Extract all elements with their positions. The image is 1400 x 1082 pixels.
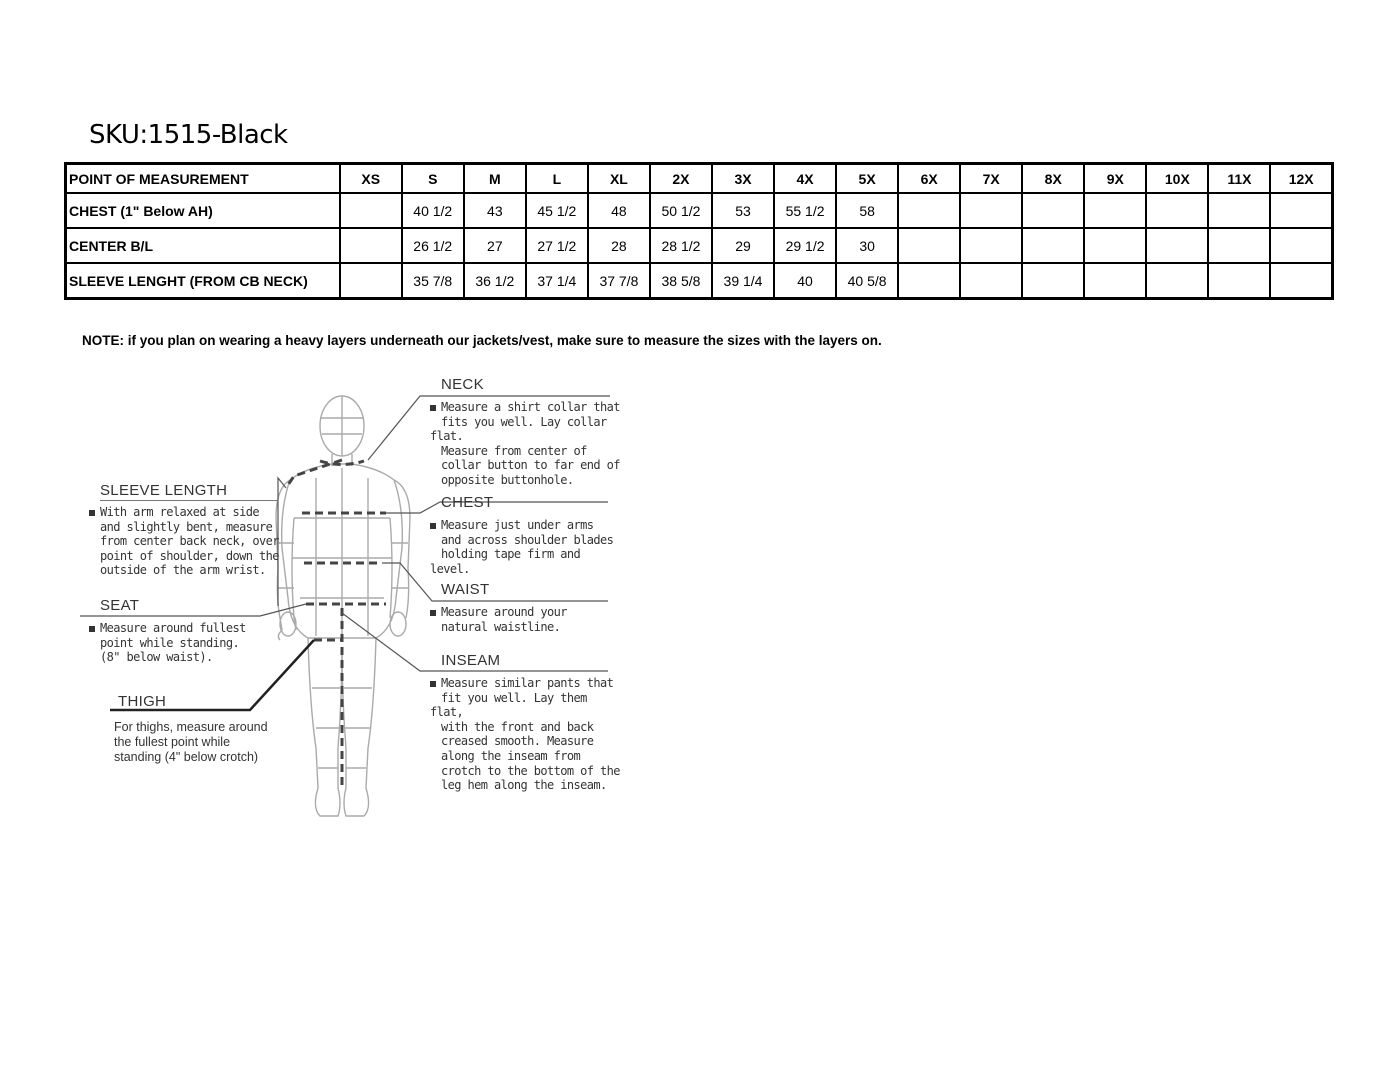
bullet-icon bbox=[430, 681, 436, 687]
table-cell: 40 5/8 bbox=[836, 263, 898, 299]
header-size-xs: XS bbox=[340, 164, 402, 194]
table-cell bbox=[1146, 193, 1208, 228]
row-label: SLEEVE LENGHT (FROM CB NECK) bbox=[66, 263, 340, 299]
waist-title: WAIST bbox=[441, 581, 490, 598]
table-cell bbox=[1084, 263, 1146, 299]
table-cell: 55 1/2 bbox=[774, 193, 836, 228]
description-line bbox=[430, 620, 567, 635]
table-cell: 38 5/8 bbox=[650, 263, 712, 299]
table-cell bbox=[1084, 193, 1146, 228]
description-text: the fullest point while bbox=[114, 735, 231, 749]
table-cell: 40 1/2 bbox=[402, 193, 464, 228]
table-cell: 30 bbox=[836, 228, 898, 263]
waist-description bbox=[430, 605, 567, 634]
header-size-7x: 7X bbox=[960, 164, 1022, 194]
header-size-8x: 8X bbox=[1022, 164, 1084, 194]
header-size-l: L bbox=[526, 164, 588, 194]
description-text: point while standing. bbox=[100, 635, 240, 650]
description-line bbox=[89, 650, 246, 665]
row-label: CHEST (1" Below AH) bbox=[66, 193, 340, 228]
table-cell bbox=[1270, 228, 1332, 263]
table-cell: 27 bbox=[464, 228, 526, 263]
header-size-11x: 11X bbox=[1208, 164, 1270, 194]
description-line bbox=[89, 636, 246, 651]
description-text: point of shoulder, down the bbox=[100, 548, 279, 563]
thigh-title: THIGH bbox=[118, 693, 167, 710]
table-cell bbox=[340, 263, 402, 299]
table-cell: 39 1/4 bbox=[712, 263, 774, 299]
header-size-10x: 10X bbox=[1146, 164, 1208, 194]
description-line bbox=[430, 720, 620, 735]
chest-description bbox=[430, 518, 620, 576]
table-cell bbox=[1084, 228, 1146, 263]
description-text: creased smooth. Measure bbox=[441, 734, 594, 749]
table-cell: 37 7/8 bbox=[588, 263, 650, 299]
table-cell bbox=[1270, 263, 1332, 299]
table-cell: 26 1/2 bbox=[402, 228, 464, 263]
description-text: opposite buttonhole. bbox=[441, 472, 574, 487]
description-text: outside of the arm wrist. bbox=[100, 563, 266, 578]
description-text: from center back neck, over bbox=[100, 534, 279, 549]
description-text: crotch to the bottom of the bbox=[441, 763, 620, 778]
table-cell bbox=[1270, 193, 1332, 228]
chest-title: CHEST bbox=[441, 494, 494, 511]
description-line bbox=[89, 549, 279, 564]
description-text: holding tape firm and level. bbox=[430, 547, 581, 576]
table-cell bbox=[340, 193, 402, 228]
description-text: and slightly bent, measure bbox=[100, 519, 273, 534]
description-text: natural waistline. bbox=[441, 619, 561, 634]
figure-left-arm bbox=[276, 480, 296, 640]
sku-title: SKU:1515-Black bbox=[89, 120, 288, 150]
description-text: Measure similar pants that bbox=[441, 676, 614, 690]
figure-right-leg bbox=[342, 638, 376, 816]
measurement-guide bbox=[80, 368, 620, 838]
description-line bbox=[430, 691, 620, 720]
header-size-4x: 4X bbox=[774, 164, 836, 194]
description-text: For thighs, measure around bbox=[114, 720, 268, 734]
table-cell: 28 1/2 bbox=[650, 228, 712, 263]
header-size-9x: 9X bbox=[1084, 164, 1146, 194]
header-point-of-measurement: POINT OF MEASUREMENT bbox=[66, 164, 340, 194]
description-line bbox=[430, 415, 620, 444]
description-line bbox=[430, 473, 620, 488]
description-line bbox=[89, 534, 279, 549]
table-body bbox=[66, 193, 1333, 299]
description-line bbox=[430, 458, 620, 473]
table-cell bbox=[898, 228, 960, 263]
layering-note: NOTE: if you plan on wearing a heavy layers underneath our jackets/vest, make sure to measure the sizes with the layers on. bbox=[82, 333, 882, 348]
table-cell bbox=[960, 228, 1022, 263]
description-line bbox=[114, 735, 268, 750]
table-cell bbox=[898, 263, 960, 299]
header-size-6x: 6X bbox=[898, 164, 960, 194]
description-text: fit you well. Lay them flat, bbox=[430, 690, 587, 720]
bullet-icon bbox=[430, 405, 436, 411]
description-line bbox=[89, 520, 279, 535]
table-cell bbox=[1208, 263, 1270, 299]
table-cell bbox=[1022, 193, 1084, 228]
table-cell bbox=[960, 193, 1022, 228]
sleeve-length-title: SLEEVE LENGTH bbox=[100, 482, 228, 499]
description-text: leg hem along the inseam. bbox=[441, 778, 607, 793]
table-row bbox=[66, 193, 1333, 228]
inseam-description bbox=[430, 676, 620, 793]
table-cell: 37 1/4 bbox=[526, 263, 588, 299]
figure-left-leg bbox=[308, 638, 342, 816]
description-line bbox=[430, 676, 620, 691]
description-text: along the inseam from bbox=[441, 748, 581, 763]
description-text: Measure a shirt collar that bbox=[441, 400, 620, 414]
description-line bbox=[430, 764, 620, 779]
table-cell bbox=[960, 263, 1022, 299]
table-cell: 58 bbox=[836, 193, 898, 228]
table-cell: 29 bbox=[712, 228, 774, 263]
neck-title: NECK bbox=[441, 376, 484, 393]
description-line bbox=[430, 518, 620, 533]
table-cell bbox=[340, 228, 402, 263]
table-cell bbox=[1022, 228, 1084, 263]
table-cell bbox=[1146, 228, 1208, 263]
description-line bbox=[430, 533, 620, 548]
table-cell: 45 1/2 bbox=[526, 193, 588, 228]
description-text: standing (4" below crotch) bbox=[114, 750, 259, 764]
table-cell: 53 bbox=[712, 193, 774, 228]
description-line bbox=[430, 444, 620, 459]
table-cell bbox=[1146, 263, 1208, 299]
table-cell bbox=[1208, 193, 1270, 228]
header-size-12x: 12X bbox=[1270, 164, 1332, 194]
description-line bbox=[89, 563, 279, 578]
header-size-5x: 5X bbox=[836, 164, 898, 194]
bullet-icon bbox=[430, 610, 436, 616]
table-cell: 35 7/8 bbox=[402, 263, 464, 299]
header-size-s: S bbox=[402, 164, 464, 194]
description-line bbox=[114, 720, 268, 735]
description-text: (8" below waist). bbox=[100, 650, 213, 665]
table-cell: 28 bbox=[588, 228, 650, 263]
header-size-xl: XL bbox=[588, 164, 650, 194]
table-cell bbox=[898, 193, 960, 228]
description-line bbox=[430, 778, 620, 793]
description-text: with the front and back bbox=[441, 719, 594, 734]
seat-title: SEAT bbox=[100, 597, 140, 614]
description-text: fits you well. Lay collar flat. bbox=[430, 414, 607, 444]
description-text: With arm relaxed at side bbox=[100, 505, 259, 519]
description-line bbox=[114, 750, 268, 765]
table-cell: 36 1/2 bbox=[464, 263, 526, 299]
bullet-icon bbox=[89, 626, 95, 632]
description-text: Measure from center of bbox=[441, 443, 587, 458]
table-cell: 43 bbox=[464, 193, 526, 228]
row-label: CENTER B/L bbox=[66, 228, 340, 263]
description-text: Measure around your bbox=[441, 605, 567, 619]
sleeve-length-description bbox=[89, 505, 279, 578]
description-text: and across shoulder blades bbox=[441, 532, 614, 547]
description-line bbox=[430, 749, 620, 764]
size-chart-table bbox=[64, 162, 1334, 300]
table-cell: 40 bbox=[774, 263, 836, 299]
table-header-row bbox=[66, 164, 1333, 194]
header-size-m: M bbox=[464, 164, 526, 194]
table-cell: 27 1/2 bbox=[526, 228, 588, 263]
header-size-3x: 3X bbox=[712, 164, 774, 194]
description-text: collar button to far end of bbox=[441, 458, 620, 473]
table-cell: 29 1/2 bbox=[774, 228, 836, 263]
description-text: Measure just under arms bbox=[441, 518, 594, 532]
description-line bbox=[430, 605, 567, 620]
table-cell bbox=[1022, 263, 1084, 299]
thigh-description bbox=[114, 720, 268, 765]
sleeve-title-rule bbox=[100, 500, 278, 501]
table-cell: 48 bbox=[588, 193, 650, 228]
description-line bbox=[430, 734, 620, 749]
table-cell bbox=[1208, 228, 1270, 263]
description-line bbox=[430, 547, 620, 576]
header-size-2x: 2X bbox=[650, 164, 712, 194]
neck-description bbox=[430, 400, 620, 488]
description-line bbox=[430, 400, 620, 415]
table-row bbox=[66, 263, 1333, 299]
inseam-title: INSEAM bbox=[441, 652, 501, 669]
description-text: Measure around fullest bbox=[100, 621, 246, 635]
description-line bbox=[89, 505, 279, 520]
bullet-icon bbox=[430, 523, 436, 529]
chest-leader-line bbox=[386, 502, 608, 513]
seat-description bbox=[89, 621, 246, 665]
table-cell: 50 1/2 bbox=[650, 193, 712, 228]
table-row bbox=[66, 228, 1333, 263]
bullet-icon bbox=[89, 510, 95, 516]
description-line bbox=[89, 621, 246, 636]
